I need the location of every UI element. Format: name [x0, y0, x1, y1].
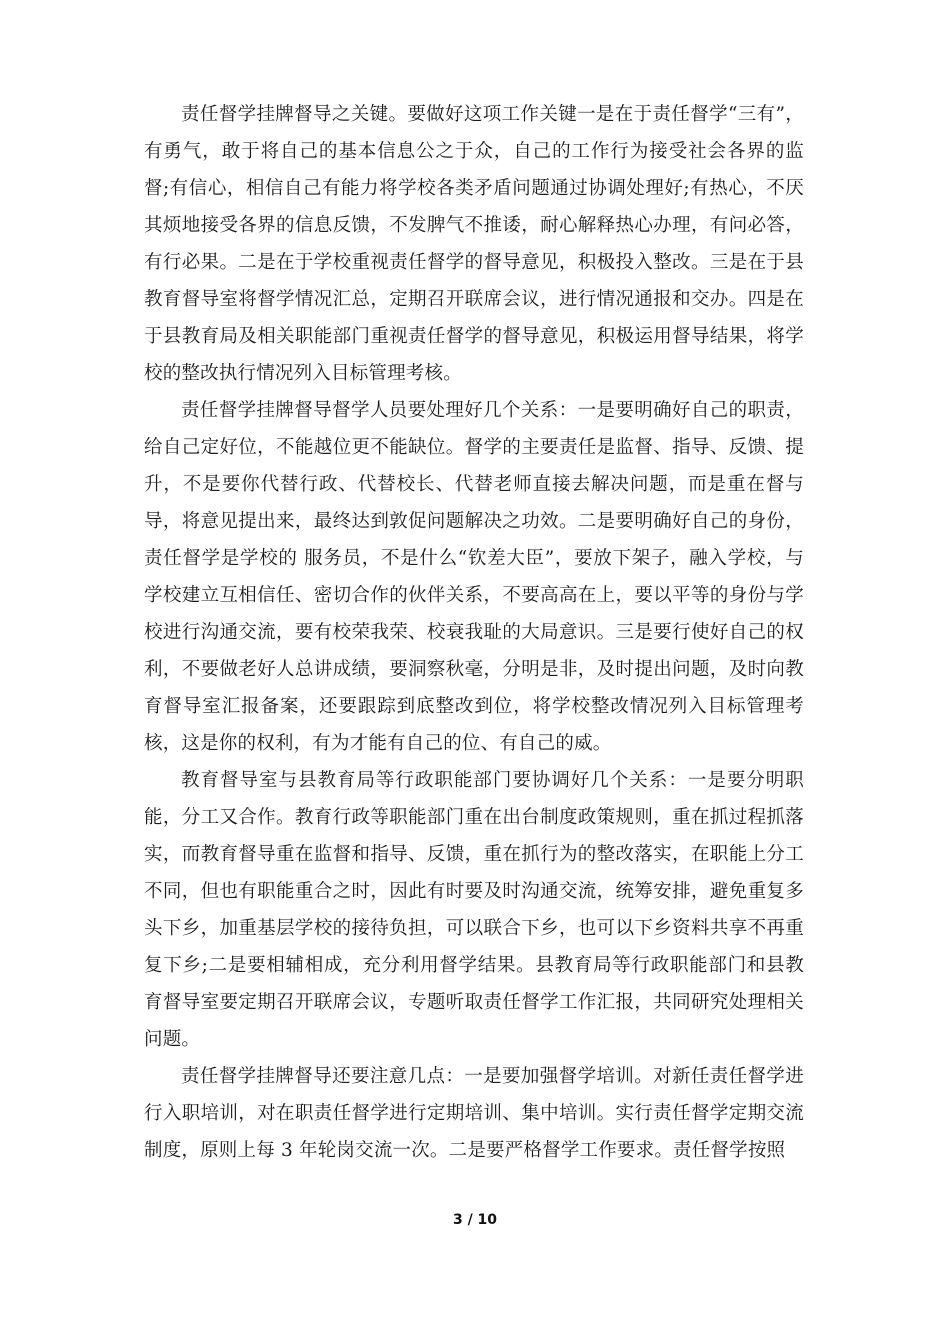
document-body: [144, 96, 804, 1169]
paragraph-1: 责任督学挂牌督导之关键。要做好这项工作关键一是在于责任督学“三有”，有勇气，敢于将自己的基本信息公之于众，自己的工作行为接受社会各界的监督;有信心，相信自己有能力将学校各类矛盾问题通过协调处理好;有热心，不厌其烦地接受各界的信息反馈，不发脾气不推诿，耐心解释热心办理，有问必答，有行必果。二是在于学校重视责任督学的督导意见，积极投入整改。三是在于县教育督导室将督学情况汇总，定期召开联席会议，进行情况通报和交办。四是在于县教育局及相关职能部门重视责任督学的督导意见，积极运用督导结果，将学校的整改执行情况列入目标管理考核。: [144, 104, 804, 384]
paragraph-4: 责任督学挂牌督导还要注意几点：一是要加强督学培训。对新任责任督学进行入职培训，对在职责任督学进行定期培训、集中培训。实行责任督学定期交流制度，原则上每 3 年轮岗交流一次。二是要严格督学工作要求。责任督学按照: [144, 1066, 804, 1161]
paragraph-2: 责任督学挂牌督导督学人员要处理好几个关系：一是要明确好自己的职责，给自己定好位，不能越位更不能缺位。督学的主要责任是监督、指导、反馈、提升，不是要你代替行政、代替校长、代替老师直接去解决问题，而是重在督与导，将意见提出来，最终达到敦促问题解决之功效。二是要明确好自己的身份，责任督学是学校的 服务员，不是什么“钦差大臣”，要放下架子，融入学校，与学校建立互相信任、密切合作的伙伴关系，不要高高在上，要以平等的身份与学校进行沟通交流，要有校荣我荣、校衰我耻的大局意识。三是要行使好自己的权利，不要做老好人总讲成绩，要洞察秋毫，分明是非，及时提出问题，及时向教育督导室汇报备案，还要跟踪到底整改到位，将学校整改情况列入目标管理考核，这是你的权利，有为才能有自己的位、有自己的威。: [144, 400, 804, 754]
page-number: 3 / 10: [452, 1212, 498, 1228]
paragraph-3: 教育督导室与县教育局等行政职能部门要协调好几个关系：一是要分明职能，分工又合作。教育行政等职能部门重在出台制度政策规则，重在抓过程抓落实，而教育督导重在监督和指导、反馈，重在抓行为的整改落实，在职能上分工不同，但也有职能重合之时，因此有时要及时沟通交流，统筹安排，避免重复多头下乡，加重基层学校的接待负担，可以联合下乡，也可以下乡资料共享不再重复下乡;二是要相辅相成，充分利用督学结果。县教育局等行政职能部门和县教育督导室要定期召开联席会议，专题听取责任督学工作汇报，共同研究处理相关问题。: [144, 770, 804, 1050]
